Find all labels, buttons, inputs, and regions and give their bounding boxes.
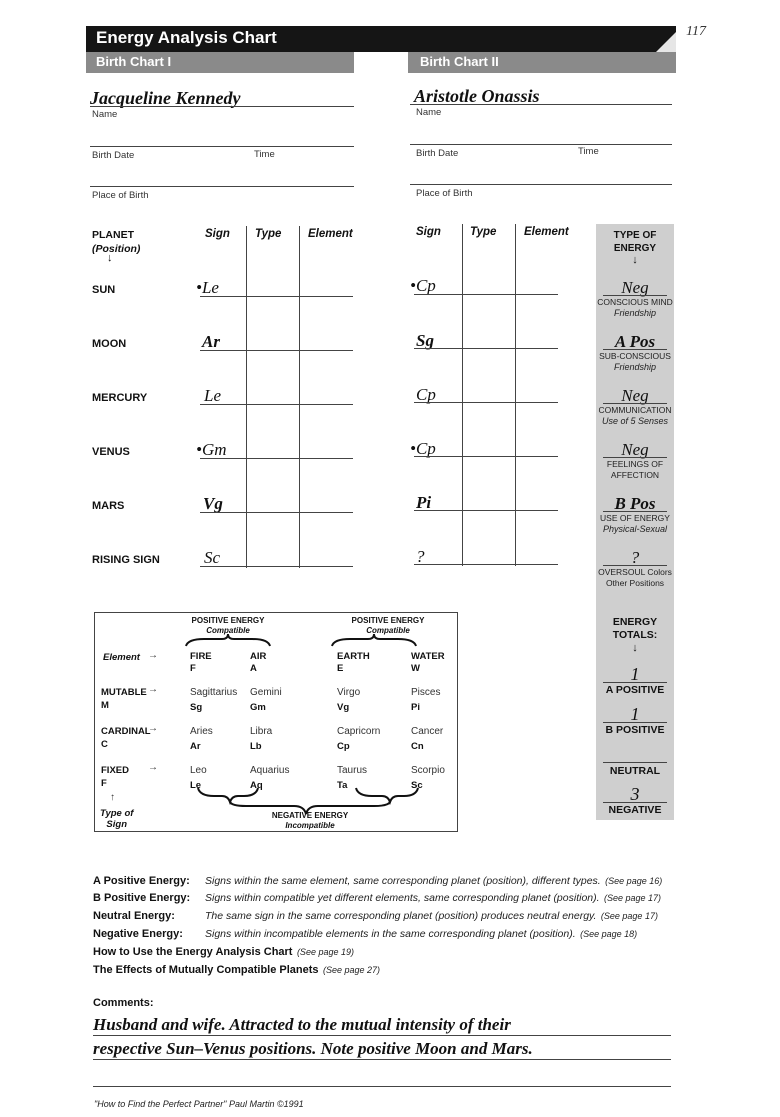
chart2-sign: Pi [416,493,432,512]
energy-desc-main: OVERSOUL Colors [598,567,672,577]
comment-line-2: respective Sun–Venus positions. Note positive Moon and Mars. [93,1039,533,1058]
energy-desc-main: SUB-CONSCIOUS [599,351,671,361]
energy-type-line [603,511,667,512]
element-abbr: A [250,663,257,674]
legend-term: A Positive Energy: [93,875,190,887]
chart2-row-line [414,348,558,349]
chart1-row-line [200,350,353,351]
chart2-place-line [410,184,672,185]
birth-chart-1-bar [86,52,354,73]
planet-header: PLANET [92,229,134,241]
sign-aquarius [250,762,289,792]
chart2-time-label: Time [578,146,599,157]
type-of-sign-line1: Type of [100,808,134,819]
energy-type: B Pos [614,494,656,513]
type-label [101,764,129,790]
chart1-name-line [90,106,354,107]
chart2-place-label: Place of Birth [416,188,473,199]
position-header: (Position) [92,243,141,255]
sign-abbr: Cn [411,741,424,752]
chart1-name-label: Name [92,109,118,120]
energy-totals-header: ENERGY TOTALS: [612,616,658,641]
energy-type-line [603,349,667,350]
energy-desc-sub: Other Positions [605,578,665,588]
chart1-sign: Vg [203,494,223,513]
page-number: 117 [686,24,706,39]
chart2-row-line [414,456,558,457]
chart1-sign: •Gm [196,440,227,459]
chart2-name: Aristotle Onassis [414,86,540,106]
key-braces [94,612,458,832]
energy-desc [596,513,674,535]
sidebar-down-arrow-icon: ↓ [632,254,638,266]
element-water [411,651,445,675]
compatible-label: Compatible [366,626,410,635]
sign-name: Sagittarius [190,687,238,698]
chart1-birth-line [90,146,354,147]
type-abbr: C [101,739,108,750]
energy-desc-main: USE OF ENERGY [600,513,670,523]
planet-label: MERCURY [92,392,148,404]
legend-desc: Signs within the same element, same corresponding planet (position), different types. [205,875,601,887]
legend-how-to-use [93,942,354,960]
energy-desc-sub: AFFECTION [610,470,660,480]
chart1-sign: Ar [202,332,220,351]
key-element-label: Element [103,652,140,663]
legend-desc: Signs within incompatible elements in the same corresponding planet (position). [205,928,576,940]
element-name: AIR [250,651,267,662]
chart2-row-line [414,564,558,565]
legend-desc: Signs within compatible yet different elements, same corresponding planet (position). [205,892,600,904]
type-abbr: M [101,700,109,711]
energy-desc-sub: Use of 5 Senses [601,416,669,426]
energy-type: Neg [621,386,649,405]
chart1-place-label: Place of Birth [92,190,149,201]
page-title: Energy Analysis Chart [96,28,277,47]
total-neutral-label: NEUTRAL [609,765,661,777]
energy-type: Neg [621,278,649,297]
footer-credit: "How to Find the Perfect Partner" Paul Martin ©1991 [94,1099,304,1109]
down-arrow-icon: ↓ [107,252,113,264]
legend-effects [93,960,380,978]
chart2-sign: Sg [416,331,434,350]
sign-name: Pisces [411,687,441,698]
legend-ref: (See page 16) [605,876,663,886]
positive-energy-label: POSITIVE ENERGY [191,616,265,625]
sign-sagittarius [190,684,237,714]
sign-abbr: Gm [250,702,266,713]
type-abbr: F [101,778,107,789]
legend-ref: (See page 18) [580,929,638,939]
chart1-grid-v2 [299,226,300,568]
type-arrow-icon: → [148,723,158,734]
legend-ref: (See page 27) [323,965,381,975]
element-fire [190,651,212,675]
total-negative-value: 3 [630,784,640,804]
sign-taurus [337,762,367,792]
energy-desc [596,351,674,373]
energy-desc [596,459,674,481]
comment-rule-1 [93,1035,671,1036]
legend-desc: The same sign in the same corresponding planet (position) produces neutral energy. [205,910,597,922]
incompatible-label: Incompatible [285,821,335,830]
totals-down-arrow-icon: ↓ [632,642,638,654]
chart2-grid-v2 [515,224,516,566]
sign-scorpio [411,762,445,792]
sign-name: Capricorn [337,726,381,737]
chart1-type-header: Type [255,228,282,240]
energy-desc-sub: Physical-Sexual [602,524,668,534]
sign-leo [190,762,207,792]
chart1-birth-date-label: Birth Date [92,150,135,161]
sign-name: Aquarius [250,765,290,776]
chart1-sign-header: Sign [205,228,230,240]
comment-rule-3 [93,1086,671,1087]
sign-name: Scorpio [411,765,445,776]
total-line [603,762,667,763]
type-arrow-icon: → [148,762,158,773]
comments-label: Comments: [93,997,154,1009]
chart2-grid-v1 [462,224,463,566]
positive-energy-label: POSITIVE ENERGY [351,616,425,625]
negative-energy-label: NEGATIVE ENERGY [271,811,349,820]
legend-term: B Positive Energy: [93,892,191,904]
total-b-positive-value: 1 [630,704,640,724]
chart2-sign: Cp [416,385,436,404]
birth-chart-1-label: Birth Chart I [96,54,172,69]
chart2-sign-header: Sign [416,226,441,238]
element-name: FIRE [190,651,212,662]
chart1-element-header: Element [308,228,353,240]
sign-cancer [411,723,443,753]
legend-term: Negative Energy: [93,928,183,940]
energy-desc-main: COMMUNICATION [598,405,672,415]
energy-desc [596,297,674,319]
chart1-row-line [200,404,353,405]
element-abbr: F [190,663,196,674]
chart2-sign: •Cp [410,439,436,458]
legend-term: The Effects of Mutually Compatible Planets [93,964,319,976]
type-label [101,686,147,712]
chart1-time-label: Time [254,149,275,160]
chart1-grid-v1 [246,226,247,568]
chart2-row-line [414,510,558,511]
energy-type: A Pos [614,332,656,351]
sign-name: Leo [190,765,207,776]
key-element-arrow-icon: → [148,650,158,661]
energy-type-line [603,457,667,458]
type-label [101,725,151,751]
energy-desc-main: CONSCIOUS MIND [597,297,673,307]
legend-ref: (See page 17) [604,893,662,903]
element-earth [337,651,370,675]
header-notch [656,32,676,52]
sign-abbr: Sc [411,780,423,791]
sign-abbr: Ar [190,741,201,752]
planet-label: RISING SIGN [92,554,160,566]
legend-ref: (See page 17) [600,911,658,921]
type-arrow-icon: → [148,684,158,695]
sign-abbr: Sg [190,702,203,713]
legend-term: Neutral Energy: [93,910,175,922]
planet-label: SUN [92,284,116,296]
chart1-row-line [200,566,353,567]
type-of-sign-label [100,808,133,830]
energy-type: Neg [621,440,649,459]
chart1-row-line [200,512,353,513]
element-name: EARTH [337,651,370,662]
energy-desc [596,567,674,589]
chart2-name-line [410,104,672,105]
sign-abbr: Cp [337,741,350,752]
element-air [250,651,266,675]
total-line [603,722,667,723]
type-of-sign-line2: Sign [106,819,128,830]
planet-label: MOON [92,338,127,350]
energy-desc-main: FEELINGS OF [606,459,664,469]
sign-libra [250,723,272,753]
chart2-name-label: Name [416,107,442,118]
planet-label: MARS [92,500,125,512]
sign-name: Cancer [411,726,444,737]
comment-line-1: Husband and wife. Attracted to the mutual intensity of their [93,1015,511,1034]
energy-type-line [603,565,667,566]
chart2-birth-date-label: Birth Date [416,148,459,159]
compatible-label: Compatible [206,626,250,635]
chart2-sign: ? [416,547,425,566]
chart1-place-line [90,186,354,187]
chart1-sign: Sc [204,548,221,567]
chart2-type-header: Type [470,226,497,238]
sign-abbr: Aq [250,780,263,791]
total-a-positive-label: A POSITIVE [605,684,665,696]
element-abbr: E [337,663,344,674]
sign-name: Taurus [337,765,368,776]
chart1-name: Jacqueline Kennedy [90,88,241,108]
key-negative-energy [262,811,358,831]
sign-abbr: Le [190,780,202,791]
energy-desc-sub: Friendship [613,362,657,372]
sign-capricorn [337,723,380,753]
comment-rule-2 [93,1059,671,1060]
sign-name: Virgo [337,687,361,698]
energy-desc [596,405,674,427]
type-of-sign-up-arrow-icon: ↑ [110,792,115,803]
total-negative-label: NEGATIVE [608,804,662,816]
total-b-positive-label: B POSITIVE [605,724,665,736]
chart1-row-line [200,458,353,459]
total-line [603,802,667,803]
birth-chart-2-bar [408,52,676,73]
total-line [603,682,667,683]
chart2-birth-line [410,144,672,145]
energy-type: ? [630,548,640,567]
chart2-element-header: Element [524,226,569,238]
sign-pisces [411,684,440,714]
legend-neutral [93,906,658,924]
chart2-row-line [414,402,558,403]
total-a-positive-value: 1 [630,664,640,684]
chart1-row-line [200,296,353,297]
sign-name: Libra [250,726,273,737]
sign-abbr: Ta [337,780,348,791]
chart1-sign: •Le [196,278,219,297]
legend-b-positive [93,888,661,906]
birth-chart-2-label: Birth Chart II [420,54,499,69]
legend-term: How to Use the Energy Analysis Chart [93,946,293,958]
legend-negative [93,924,637,942]
legend-ref: (See page 19) [296,947,354,957]
sign-gemini [250,684,282,714]
sign-abbr: Vg [337,702,350,713]
chart1-sign: Le [204,386,221,405]
sign-name: Aries [190,726,213,737]
chart2-row-line [414,294,558,295]
sign-aries [190,723,213,753]
sign-abbr: Pi [411,702,420,713]
element-name: WATER [411,651,445,662]
energy-type-line [603,403,667,404]
energy-type-line [603,295,667,296]
element-abbr: W [411,663,420,674]
type-name: FIXED [101,765,129,776]
sign-abbr: Lb [250,741,262,752]
legend-a-positive [93,871,662,889]
planet-label: VENUS [92,446,130,458]
chart2-sign: •Cp [410,276,436,295]
type-name: MUTABLE [101,687,147,698]
energy-desc-sub: Friendship [613,308,657,318]
sign-name: Gemini [250,687,282,698]
type-name: CARDINAL [101,726,151,737]
type-of-energy-header: TYPE OF ENERGY [613,230,657,254]
sign-virgo [337,684,360,714]
